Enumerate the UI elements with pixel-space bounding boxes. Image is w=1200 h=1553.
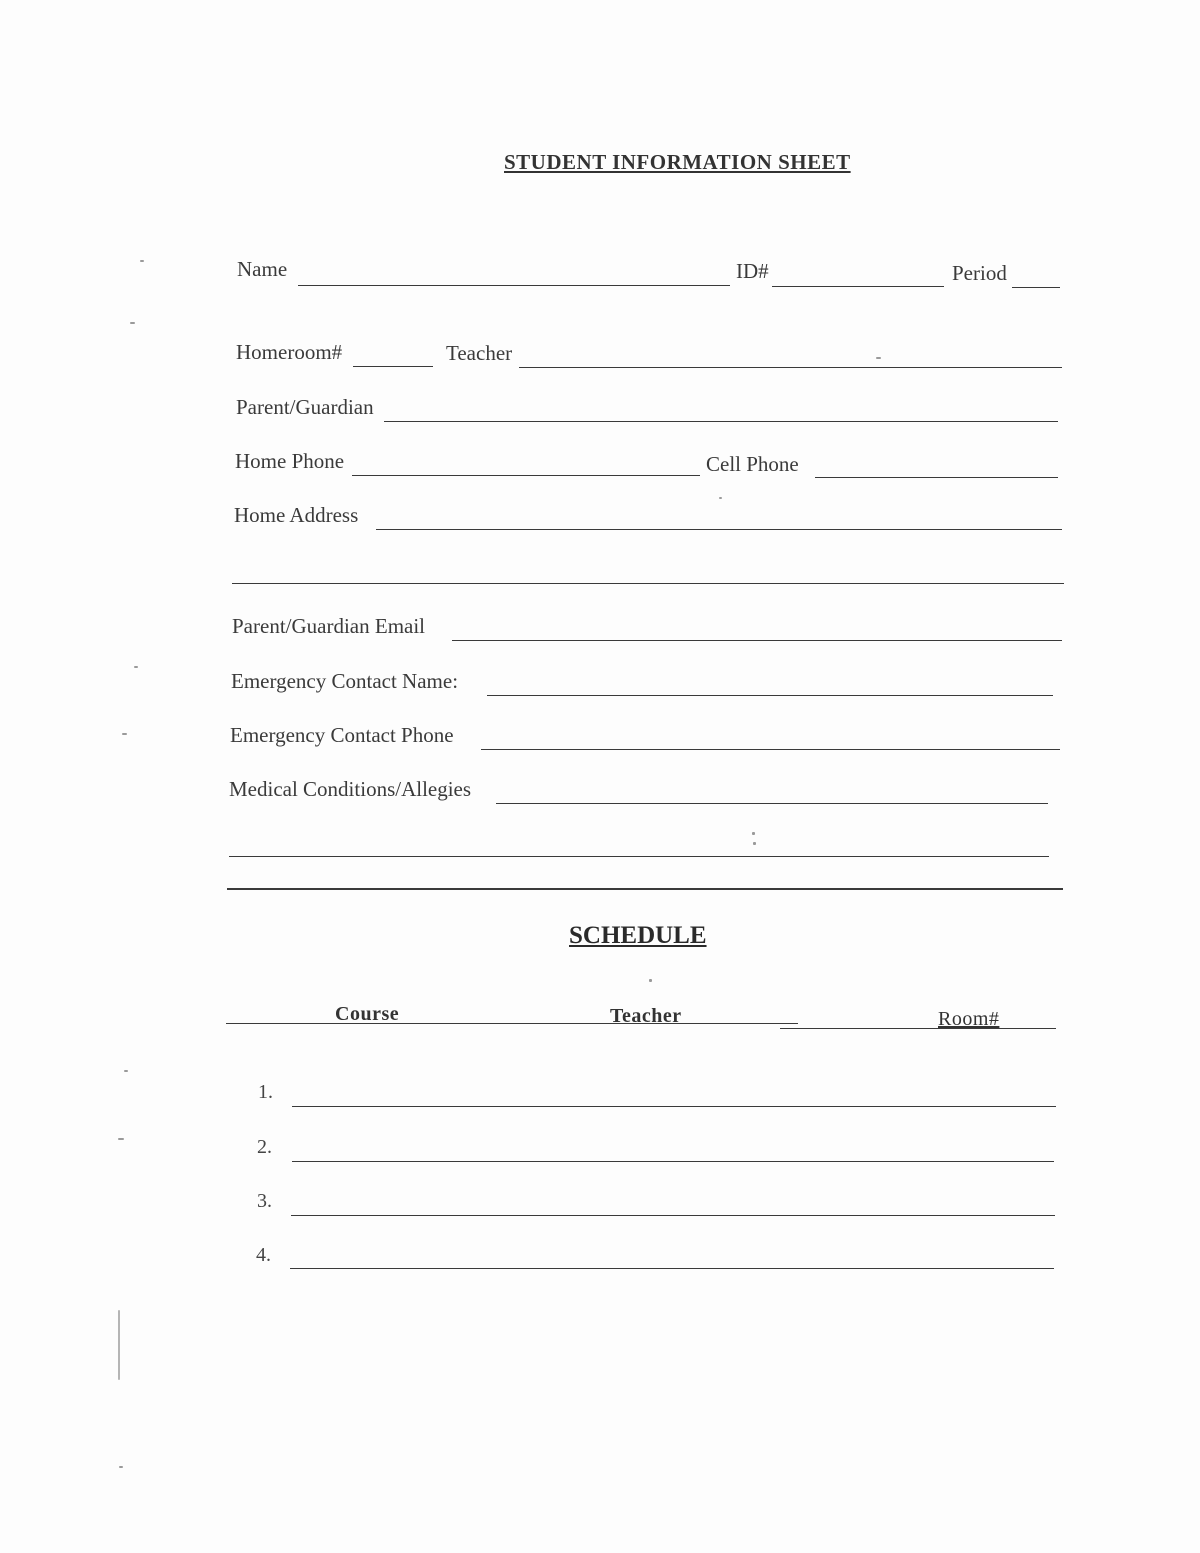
emergency-name-label: Emergency Contact Name: bbox=[231, 669, 459, 693]
schedule-row-number: 4. bbox=[256, 1244, 271, 1266]
schedule-header-rule-2 bbox=[780, 1028, 1056, 1029]
homeroom-field[interactable] bbox=[353, 366, 433, 367]
schedule-row-4[interactable] bbox=[290, 1268, 1054, 1269]
medical-label: Medical Conditions/Allegies bbox=[229, 777, 472, 801]
schedule-row-number: 3. bbox=[257, 1190, 272, 1212]
schedule-row-number: 2. bbox=[257, 1136, 272, 1158]
emergency-name-field[interactable] bbox=[487, 695, 1053, 696]
teacher-label: Teacher bbox=[446, 341, 513, 365]
homeroom-label: Homeroom# bbox=[236, 340, 343, 364]
scan-speck bbox=[118, 1138, 124, 1140]
medical-field[interactable] bbox=[496, 803, 1048, 804]
scan-speck bbox=[753, 842, 756, 845]
name-label: Name bbox=[237, 257, 288, 281]
scan-speck bbox=[124, 1070, 128, 1072]
medical-field-2[interactable] bbox=[229, 856, 1049, 857]
scan-speck bbox=[122, 733, 127, 735]
schedule-row-3[interactable] bbox=[291, 1215, 1055, 1216]
parent-guardian-field[interactable] bbox=[384, 421, 1058, 422]
col-course: Course bbox=[335, 1003, 400, 1025]
name-field[interactable] bbox=[298, 285, 730, 286]
medical-field-3[interactable] bbox=[227, 888, 1063, 890]
cell-phone-label: Cell Phone bbox=[706, 452, 799, 476]
scan-speck bbox=[134, 666, 138, 668]
emergency-phone-label: Emergency Contact Phone bbox=[230, 723, 454, 747]
schedule-row-2[interactable] bbox=[292, 1161, 1054, 1162]
scan-speck bbox=[649, 979, 652, 982]
schedule-row-1[interactable] bbox=[292, 1106, 1056, 1107]
home-phone-label: Home Phone bbox=[235, 449, 345, 473]
scan-speck bbox=[719, 497, 722, 499]
cell-phone-field[interactable] bbox=[815, 477, 1058, 478]
id-field[interactable] bbox=[772, 286, 944, 287]
parent-email-label: Parent/Guardian Email bbox=[232, 614, 426, 638]
scan-speck bbox=[140, 260, 144, 262]
scan-speck bbox=[752, 832, 755, 835]
emergency-phone-field[interactable] bbox=[481, 749, 1060, 750]
col-teacher: Teacher bbox=[610, 1005, 682, 1027]
parent-email-field[interactable] bbox=[452, 640, 1062, 641]
home-phone-field[interactable] bbox=[352, 475, 700, 476]
scan-speck bbox=[876, 357, 881, 359]
scan-speck bbox=[130, 322, 135, 324]
period-field[interactable] bbox=[1012, 287, 1060, 288]
schedule-row-number: 1. bbox=[258, 1081, 273, 1103]
home-address-field-2[interactable] bbox=[232, 583, 1064, 584]
scan-speck bbox=[118, 1310, 120, 1380]
period-label: Period bbox=[952, 261, 1007, 285]
id-label: ID# bbox=[736, 259, 769, 283]
scan-speck bbox=[119, 1466, 123, 1468]
col-room: Room# bbox=[938, 1008, 1000, 1030]
home-address-label: Home Address bbox=[234, 503, 359, 527]
schedule-header-rule bbox=[226, 1023, 798, 1024]
home-address-field[interactable] bbox=[376, 529, 1062, 530]
parent-guardian-label: Parent/Guardian bbox=[236, 395, 374, 419]
schedule-title: SCHEDULE bbox=[569, 922, 707, 949]
teacher-field[interactable] bbox=[519, 367, 1062, 368]
form-title: STUDENT INFORMATION SHEET bbox=[504, 150, 851, 174]
